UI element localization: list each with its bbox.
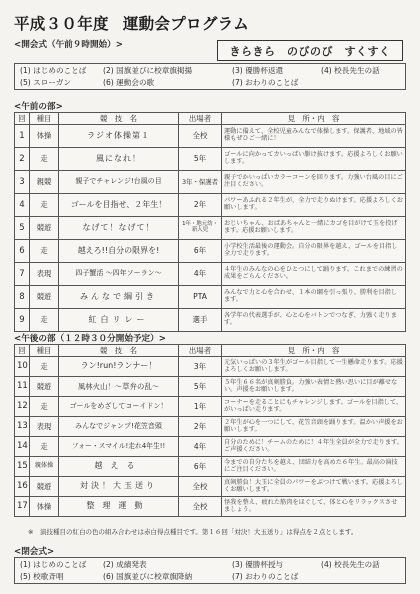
opening-item: (1) はじめのことば — [20, 65, 87, 75]
closing-item: (4) 校長先生の話 — [321, 559, 380, 569]
table-header-row — [15, 113, 406, 125]
table-row — [15, 477, 406, 497]
event-type: 競遊 — [30, 286, 59, 309]
event-number: 14 — [15, 437, 30, 457]
event-number: 11 — [15, 377, 30, 397]
event-description: みんなで力と心を合わせ、１本の綱を引っ張り、勝利を目指します。 — [222, 286, 406, 309]
event-number: 12 — [15, 397, 30, 417]
event-name: 親子でチャレンジ!台風の目 — [59, 171, 179, 194]
event-name: 風林火山！〜草弁の乱〜 — [59, 377, 179, 397]
event-number: 1 — [15, 125, 30, 148]
participants: 6年 — [179, 457, 222, 477]
year-title: 平成３０年度 — [14, 15, 109, 33]
event-description: 各学年の代表選手が、心と心をバトンでつなぎ、力強く走ります。 — [222, 309, 406, 332]
participants: PTA — [179, 286, 222, 309]
opening-item: (3) 優勝杯返還 — [232, 65, 284, 75]
col-header: 回 — [15, 113, 30, 125]
participants: 全校 — [179, 477, 222, 497]
event-name: 整理運動 — [59, 497, 179, 517]
event-number: 3 — [15, 171, 30, 194]
table-row — [15, 497, 406, 517]
table-row — [15, 437, 406, 457]
opening-heading: <開会式（午前９時開始）> — [14, 40, 123, 50]
event-type: 体操 — [30, 497, 59, 517]
closing-heading: <閉会式> — [14, 547, 55, 557]
opening-ceremony-box — [14, 63, 406, 90]
participants: 全校 — [179, 497, 222, 517]
event-type: 体操 — [30, 125, 59, 148]
event-type: 親体操 — [30, 457, 59, 477]
col-header: 出場者 — [179, 345, 222, 357]
closing-item: (2) 成績発表 — [103, 559, 147, 569]
col-header: 見 所・内 容 — [222, 113, 406, 125]
event-number: 6 — [15, 240, 30, 263]
event-name: 紅白リレー — [59, 309, 179, 332]
participants: 4年 — [179, 437, 222, 457]
event-description: ２年生が心を一つにして、花笠音頭を踊ります。温かい声援をお願いします。 — [222, 417, 406, 437]
event-type: 競遊 — [30, 377, 59, 397]
participants: 2年 — [179, 194, 222, 217]
event-type: 表現 — [30, 417, 59, 437]
table-row — [15, 263, 406, 286]
participants: 5年 — [179, 377, 222, 397]
event-description: おじいちゃん、おばあちゃんと一緒にカゴを目がけて玉を投げます。応援お願いします。 — [222, 217, 406, 240]
event-type: 競遊 — [30, 217, 59, 240]
event-description: 小学校生活最後の運動会。自分の限界を越え、ゴールを目指し全力で走ります。 — [222, 240, 406, 263]
table-row — [15, 357, 406, 377]
event-number: 10 — [15, 357, 30, 377]
event-name: ラン!run!ランナー！ — [59, 357, 179, 377]
participants: 1年 — [179, 397, 222, 417]
table-row — [15, 377, 406, 397]
participants: 6年 — [179, 240, 222, 263]
closing-item: (1) はじめのことば — [20, 559, 87, 569]
table-row — [15, 457, 406, 477]
event-title: 運動会プログラム — [122, 15, 250, 33]
col-header: 出場者 — [179, 113, 222, 125]
event-type: 走 — [30, 437, 59, 457]
event-description: ゴールに向かってカいっぱい駆け抜けます。応援よろしくお願いします。 — [222, 148, 406, 171]
event-description: コーナーを走ることにもチャレンジします。ゴールを目指して、がいっぱい走ります。 — [222, 397, 406, 417]
event-description: ４年生のみんなの心をひとつにして踊ります。これまでの練習の成果をごらんください。 — [222, 263, 406, 286]
event-name: 越える — [59, 457, 179, 477]
event-type: 競遊 — [30, 477, 59, 497]
col-header: 種目 — [30, 113, 59, 125]
opening-item: (2) 国旗並びに校章旗掲揚 — [103, 65, 193, 75]
event-description: 真剣勝負！大玉に全員のパワーをぶつけて戦います。応援よろしくお願いします。 — [222, 477, 406, 497]
col-header: 見 所・内 容 — [222, 345, 406, 357]
participants: 選手 — [179, 309, 222, 332]
event-description: 今までの自分たちを越え、団結力を高めた６年生。最高の演技にご注目ください。 — [222, 457, 406, 477]
event-name: 対決！大玉送り — [59, 477, 179, 497]
event-description: 元気いっぱいの３年生がゴール目指して一生懸命走ります。応援よろしくお願いします。 — [222, 357, 406, 377]
col-header: 競 技 名 — [59, 345, 179, 357]
event-number: 9 — [15, 309, 30, 332]
event-type: 走 — [30, 357, 59, 377]
event-type: 走 — [30, 397, 59, 417]
col-header: 種目 — [30, 345, 59, 357]
participants: 3年・保護者 — [179, 171, 222, 194]
event-number: 15 — [15, 457, 30, 477]
participants: 2年 — [179, 417, 222, 437]
table-row — [15, 286, 406, 309]
event-type: 走 — [30, 240, 59, 263]
table-row — [15, 240, 406, 263]
event-number: 13 — [15, 417, 30, 437]
event-type: 走 — [30, 148, 59, 171]
event-number: 4 — [15, 194, 30, 217]
event-number: 5 — [15, 217, 30, 240]
event-type: 走 — [30, 194, 59, 217]
slogan-box: きらきら のびのび すくすく — [217, 40, 403, 61]
event-name: みんなで綱引き — [59, 286, 179, 309]
event-name: 越えろ!!自分の限界を! — [59, 240, 179, 263]
event-name: ゴールを目指せ、２年生！ — [59, 194, 179, 217]
opening-item: (4) 校長先生の話 — [321, 65, 380, 75]
scoring-note: ※ 演技種目の紅白の色の組み合わせは赤白得点種目です。第１６回「対決！大玉送り」は得点を２点とします。 — [28, 528, 358, 536]
event-number: 7 — [15, 263, 30, 286]
event-type: 走 — [30, 309, 59, 332]
participants: 5年 — [179, 148, 222, 171]
participants: 3年 — [179, 357, 222, 377]
page-title — [14, 12, 249, 34]
participants: 4年 — [179, 263, 222, 286]
event-name: 四子蟹活 〜四年ソーラン〜 — [59, 263, 179, 286]
event-description: 自分のために！チームのために！４年生全員が全力で走ります。ご声援ください。 — [222, 437, 406, 457]
opening-item: (7) おわりのことば — [232, 77, 299, 87]
table-row — [15, 309, 406, 332]
closing-item: (6) 国旗並びに校章旗降納 — [103, 571, 193, 581]
participants: 全校 — [179, 125, 222, 148]
closing-item: (7) おわりのことば — [232, 571, 299, 581]
event-type: 親競 — [30, 171, 59, 194]
table-row — [15, 125, 406, 148]
morning-table — [14, 112, 406, 332]
col-header: 競 技 名 — [59, 113, 179, 125]
opening-item: (5) スローガン — [20, 77, 71, 87]
event-description: 怪我を整え、疲れた筋肉をほぐして、体と心をリラックスさせましょう。 — [222, 497, 406, 517]
participants: 1年・地元幼・新入児 — [179, 217, 222, 240]
event-number: 8 — [15, 286, 30, 309]
event-name: ラジオ体操第１ — [59, 125, 179, 148]
table-row — [15, 148, 406, 171]
table-row — [15, 397, 406, 417]
afternoon-table — [14, 344, 406, 517]
closing-item: (3) 優勝杯授与 — [232, 559, 284, 569]
event-name: ゴールをめざしてコーイドン！ — [59, 397, 179, 417]
table-header-row — [15, 345, 406, 357]
event-description: パワーあふれる２年生が、全力で走りぬけます。応援よろしくお願いします。 — [222, 194, 406, 217]
table-row — [15, 171, 406, 194]
event-name: フォー・スマイル!走れ4年生!! — [59, 437, 179, 457]
table-row — [15, 217, 406, 240]
event-description: ５年生６６名が真剣勝負。力強い表情と熱い思いに目が離せない。声援をお願いします。 — [222, 377, 406, 397]
event-description: 運動に備えて、全校児童みんなで体操します。保護者、地域の皆様もぜひご一緒に！ — [222, 125, 406, 148]
event-name: 風になれ！ — [59, 148, 179, 171]
table-row — [15, 194, 406, 217]
closing-ceremony-box — [14, 557, 406, 584]
event-type: 表現 — [30, 263, 59, 286]
opening-item: (6) 運動会の歌 — [103, 77, 155, 87]
closing-item: (5) 校歌斉唱 — [20, 571, 64, 581]
event-description: 親子でかいっぱいカラーコーンを回ります。力強い台風の目にご注目ください。 — [222, 171, 406, 194]
event-name: なげて！なげて！ — [59, 217, 179, 240]
table-row — [15, 417, 406, 437]
morning-heading: <午前の部> — [14, 102, 63, 112]
col-header: 回 — [15, 345, 30, 357]
event-number: 2 — [15, 148, 30, 171]
event-number: 17 — [15, 497, 30, 517]
afternoon-heading: <午後の部（１２時３０分開始予定）> — [14, 334, 166, 344]
event-name: みんなでジャンプ!花笠音頭 — [59, 417, 179, 437]
event-number: 16 — [15, 477, 30, 497]
